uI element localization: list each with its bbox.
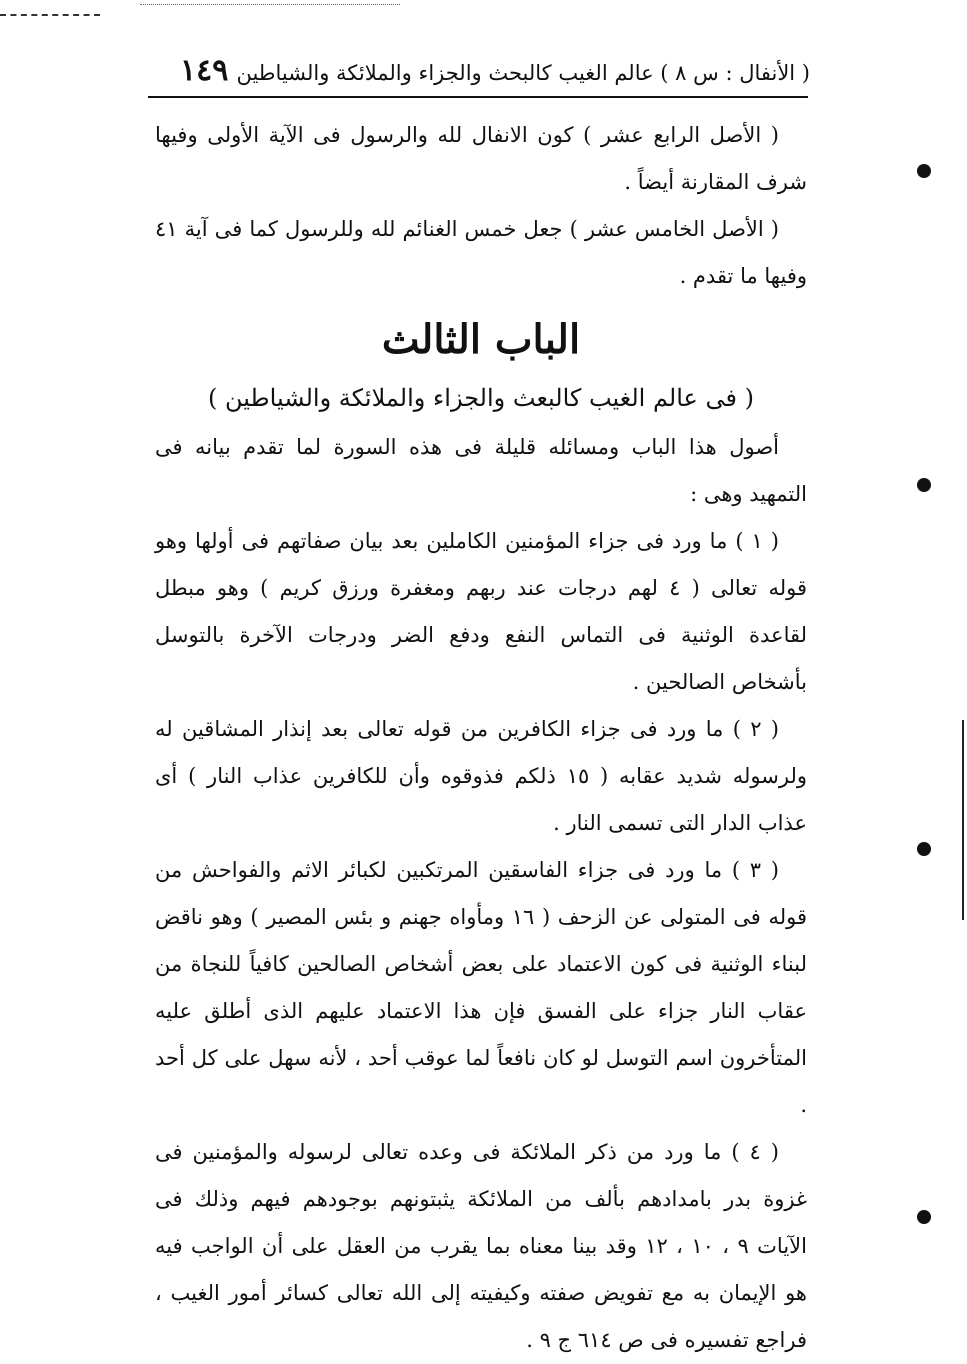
page-body	[155, 112, 807, 1364]
chapter-title: الباب الثالث	[381, 316, 581, 363]
running-title: ( الأنفال : س ٨ ) عالم الغيب كالبحث والجزاء والملائكة والشياطين	[236, 61, 810, 85]
header-rule	[148, 96, 808, 98]
paragraph-item-4: ( ٤ ) ما ورد من ذكر الملائكة فى وعده تعالى لرسوله والمؤمنين فى غزوة بدر بامدادهم بألف من الملائكة يثبتونهم بوجودهم فيهم وذلك فى الآيات ٩ ، ١٠ ، ١٢ وقد بينا معناه بما يقرب من العقل على أن الواجب فيه هو الإيمان به مع تفويض صفته وكيفيته إلى الله تعالى كسائر أمور الغيب ، فراجع تفسيره فى ص ٦١٤ ج ٩ .	[155, 1140, 807, 1352]
paragraph-item-1: ( ١ ) ما ورد فى جزاء المؤمنين الكاملين بعد بيان صفاتهم فى أولها وهو قوله تعالى ( ٤ لهم درجات عند ربهم ومغفرة ورزق كريم ) وهو مبطل لقاعدة الوثنية فى التماس النفع ودفع الضر ودرجات الآخرة بالتوسل بأشخاص الصالحين .	[155, 529, 807, 694]
paragraph-principle-15: ( الأصل الخامس عشر ) جعل خمس الغنائم لله وللرسول كما فى آية ٤١ وفيها ما تقدم .	[155, 217, 807, 288]
chapter-subtitle: ( فى عالم الغيب كالبعث والجزاء والملائكة والشياطين )	[208, 384, 754, 412]
paragraph-intro: أصول هذا الباب ومسائله قليلة فى هذه السورة لما تقدم بيانه فى التمهيد وهى :	[155, 435, 807, 506]
paragraph-principle-14: ( الأصل الرابع عشر ) كون الانفال لله والرسول فى الآية الأولى وفيها شرف المقارنة أيضاً .	[155, 123, 807, 194]
scan-artifact-top-left	[0, 14, 100, 16]
paragraph-item-3: ( ٣ ) ما ورد فى جزاء الفاسقين المرتكبين لكبائر الاثم والفواحش من قوله فى المتولى عن الزحف ( ١٦ ومأواه جهنم و بئس المصير ) وهو ناقض لبناء الوثنية فى كون الاعتماد على بعض أشخاص الصالحين كافياً للنجاة من عقاب النار جزاء على الفسق فإن هذا الاعتماد عليهم الذى أطلق عليه المتأخرون اسم التوسل لو كان نافعاً لما عوقب أحد ، لأنه سهل على كل أحد .	[155, 858, 807, 1117]
scan-artifact-top-mid	[140, 4, 400, 5]
margin-ink-mark	[917, 164, 931, 178]
paragraph-item-2: ( ٢ ) ما ورد فى جزاء الكافرين من قوله تعالى بعد إنذار المشاقين له ولرسوله شديد عقابه ( ١٥ ذلكم فذوقوه وأن للكافرين عذاب النار ) أى عذاب الدار التى تسمى النار .	[155, 717, 808, 835]
page-header	[150, 52, 810, 96]
scan-artifact-right-edge	[962, 720, 964, 920]
page-number: ١٤٩	[180, 53, 229, 88]
margin-ink-mark	[917, 842, 931, 856]
margin-ink-mark	[917, 1210, 931, 1224]
margin-ink-mark	[917, 478, 931, 492]
